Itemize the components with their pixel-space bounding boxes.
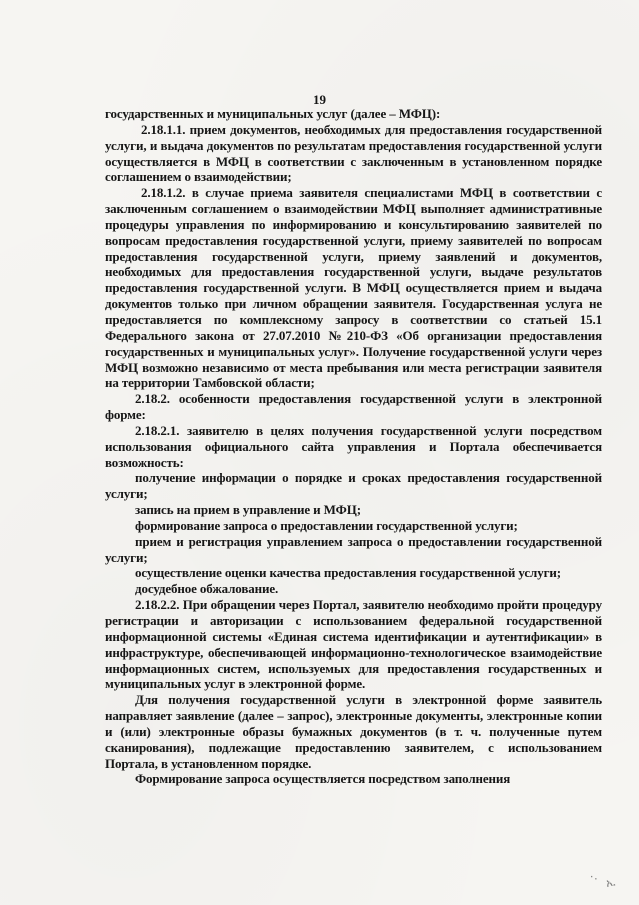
list-item: формирование запроса о предоставлении государственной услуги; xyxy=(135,517,518,533)
paragraph: 2.18.2. особенности предоставления государственной услуги в электронной форме: xyxy=(105,391,602,423)
paragraph: Формирование запроса осуществляется посредством заполнения xyxy=(135,771,511,787)
list-item: прием и регистрация управлением запроса о предоставлении государственной услуги; xyxy=(105,533,602,565)
paragraph: 2.18.2.1. заявителю в целях получения государственной услуги посредством использования официального сайта управления и Портала обеспечивается возможность: xyxy=(105,422,602,470)
list-item: досудебное обжалование. xyxy=(135,581,279,597)
list-item: запись на прием в управление и МФЦ; xyxy=(135,502,361,518)
paragraph: 2.18.1.2. в случае приема заявителя специалистами МФЦ в соответствии с заключенным соглашением о взаимодействии МФЦ выполняет административные процедуры управления по информированию и консультированию заявителей по вопросам предоставления государственной услуги, приему заявителей по вопросам предоставления государственной услуги, приему заявлений и документов, необходимых для предоставления государственной услуги, выдаче результатов предоставления государственной услуги. В МФЦ осуществляется прием и выдача документов только при личном обращении заявителя. Государственная услуга не предоставляется по комплексному запросу в соответствии со статьей 15.1 Федерального закона от 27.07.2010 №210-ФЗ «Об организации предоставления государственных и муниципальных услуг». Получение государственной услуги через МФЦ возможно независимо от места пребывания или места регистрации заявителя на территории Тамбовской области; xyxy=(105,185,602,391)
page-number: 19 xyxy=(313,92,326,107)
list-item: осуществление оценки качества предоставления государственной услуги; xyxy=(135,565,561,581)
paragraph: государственных и муниципальных услуг (далее – МФЦ): xyxy=(105,106,441,121)
scan-speck: ·. xyxy=(588,869,599,884)
paragraph: 2.18.2.2. При обращении через Портал, заявителю необходимо пройти процедуру регистрации и авторизации с использованием федеральной государственной информационной системы «Единая система идентификации и аутентификации» в инфраструктуре, обеспечивающей информационно-технологическое взаимодействие информационных систем, используемых для предоставления государственных и муниципальных услуг в электронной форме. xyxy=(105,597,602,692)
list-item: получение информации о порядке и сроках предоставления государственной услуги; xyxy=(105,470,602,502)
paragraph: 2.18.1.1. прием документов, необходимых для предоставления государственной услуги, и выдача документов по результатам предоставления государственной услуги осуществляется в МФЦ в соответствии с заключенным в установленном порядке соглашением о взаимодействии; xyxy=(105,121,602,185)
scan-speck: ኢ xyxy=(604,875,617,890)
document-body xyxy=(105,106,602,787)
paragraph: Для получения государственной услуги в электронной форме заявитель направляет заявление (далее – запрос), электронные документы, электронные копии и (или) электронные образы бумажных документов (в т. ч. полученные путем сканирования), подлежащие предоставлению заявителем, с использованием Портала, в установленном порядке. xyxy=(105,692,602,771)
